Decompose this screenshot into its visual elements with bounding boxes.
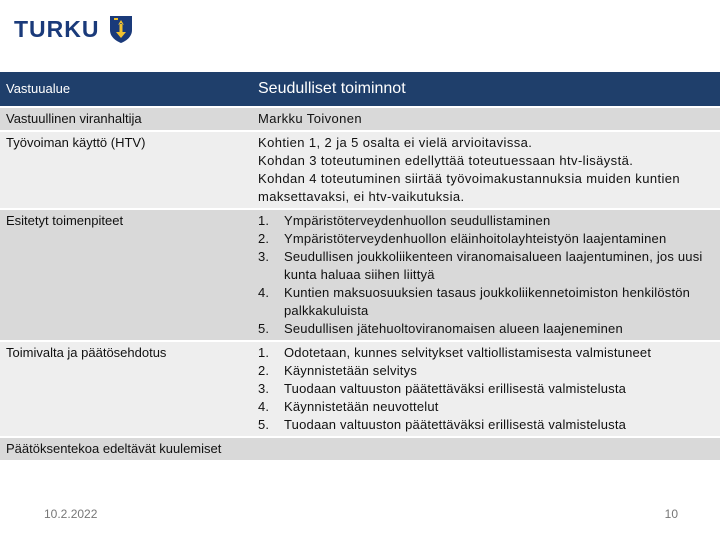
list-item: 1. Ympäristöterveydenhuollon seudullistaminen xyxy=(258,213,551,228)
list-item: 4. Käynnistetään neuvottelut xyxy=(258,399,439,414)
row-label: Päätöksentekoa edeltävät kuulemiset xyxy=(0,437,252,461)
city-crest-icon xyxy=(108,14,134,44)
row-value xyxy=(252,341,720,437)
row-value: Kohtien 1, 2 ja 5 osalta ei vielä arvioitavissa. Kohdan 3 toteutuminen edellyttää toteutuessaan htv-lisäystä. Kohdan 4 toteutuminen siirtää työvoimakustannuksia muiden kuntien maksettavaksi, ei htv-vaikutuksia. xyxy=(252,131,720,209)
brand-name: TURKU xyxy=(14,15,100,42)
list-item: 4. Kuntien maksuosuuksien tasaus joukkoliikennetoimiston henkilöstön palkkakuluista xyxy=(258,285,691,318)
list-item: 1. Odotetaan, kunnes selvitykset valtiollistamisesta valmistuneet xyxy=(258,345,652,360)
list-item: 5. Seudullisen jätehuoltoviranomaisen alueen laajeneminen xyxy=(258,321,623,336)
table-header-row xyxy=(0,72,720,107)
row-label: Vastuullinen viranhaltija xyxy=(0,107,252,131)
row-label: Esitetyt toimenpiteet xyxy=(0,209,252,341)
list-item: 3. Tuodaan valtuuston päätettäväksi erillisestä valmistelusta xyxy=(258,381,627,396)
table-row xyxy=(0,107,720,131)
measures-list xyxy=(258,212,714,338)
row-value xyxy=(252,437,720,461)
row-label: Toimivalta ja päätösehdotus xyxy=(0,341,252,437)
row-value xyxy=(252,209,720,341)
responsibility-table xyxy=(0,72,720,462)
row-value: Markku Toivonen xyxy=(252,107,720,131)
list-item: 2. Ympäristöterveydenhuollon eläinhoitolayhteistyön laajentaminen xyxy=(258,231,667,246)
table-row xyxy=(0,341,720,437)
page-number: 10 xyxy=(664,507,678,521)
turku-logo xyxy=(14,14,134,44)
table-row xyxy=(0,209,720,341)
header-value: Seudulliset toiminnot xyxy=(252,72,720,107)
footer-date: 10.2.2022 xyxy=(44,507,98,521)
header-label: Vastuualue xyxy=(0,72,252,107)
list-item: 5. Tuodaan valtuuston päätettäväksi erillisestä valmistelusta xyxy=(258,417,627,432)
row-label: Työvoiman käyttö (HTV) xyxy=(0,131,252,209)
list-item: 3. Seudullisen joukkoliikenteen viranomaisalueen laajentuminen, jos uusi kunta haluaa siihen liittyä xyxy=(258,249,703,282)
table-row xyxy=(0,131,720,209)
proposal-list xyxy=(258,344,714,434)
table-row xyxy=(0,437,720,461)
list-item: 2. Käynnistetään selvitys xyxy=(258,363,418,378)
